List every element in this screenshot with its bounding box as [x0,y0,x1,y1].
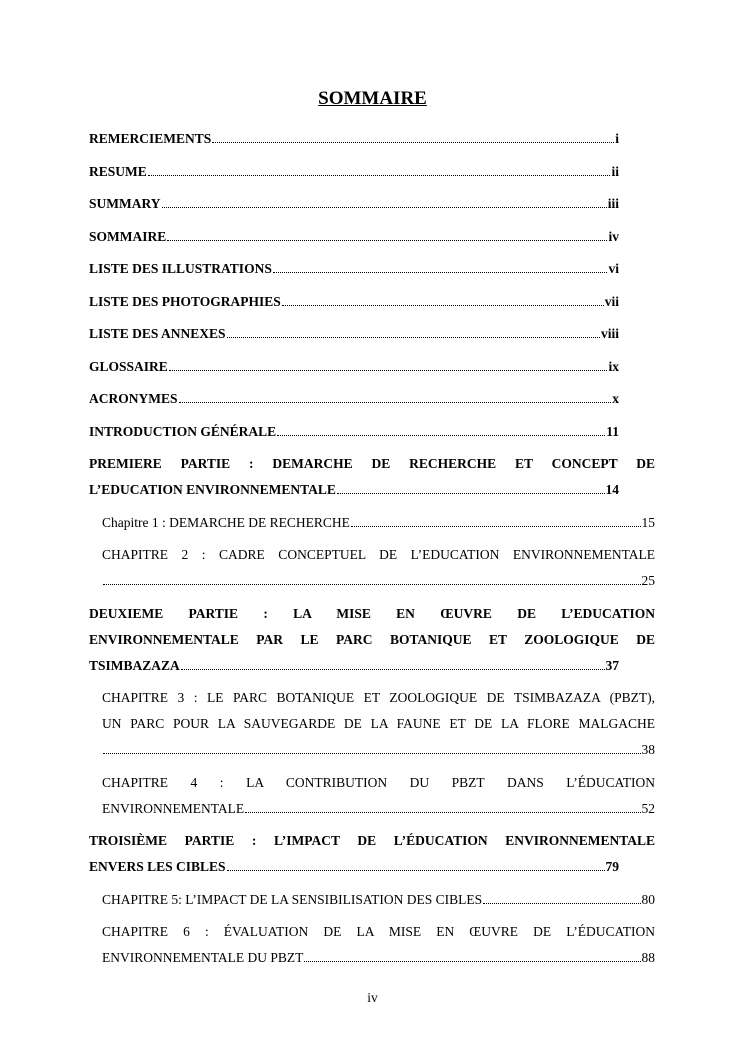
toc-entry-label: REMERCIEMENTS [89,131,212,146]
toc-entry-label: INTRODUCTION GÉNÉRALE [89,423,277,439]
dot-leader [162,194,607,208]
toc-page-number: 79 [605,859,619,874]
toc-page-number: 88 [641,950,655,965]
toc-entry-chapitre-3[interactable] [102,685,655,763]
toc-entry-label-line: ENVIRONNEMENTALE PAR LE PARC BOTANIQUE ET ZOOLOGIQUE DE [89,631,655,647]
toc-entry-label-line: ENVIRONNEMENTALE DU PBZT [102,950,304,965]
toc-page-number: 15 [641,514,655,530]
toc-page-number: x [612,391,619,406]
dot-leader [351,513,641,527]
dot-leader [227,324,600,338]
toc-entry-label: LISTE DES PHOTOGRAPHIES [89,293,281,309]
toc-page-number: 14 [605,482,619,497]
toc-page-number: ii [611,163,619,179]
toc-entry-chapitre-1[interactable] [102,510,655,536]
dot-leader [179,389,612,403]
toc-entry-label-line: ENVERS LES CIBLES [89,859,226,874]
toc-page-number: ix [608,358,619,374]
dot-leader [337,480,605,494]
dot-leader [103,740,641,754]
toc-entry-label-line: PREMIERE PARTIE : DEMARCHE DE RECHERCHE ET CONCEPT DE [89,456,655,471]
toc-entry-label: CHAPITRE 5: L’IMPACT DE LA SENSIBILISATION DES CIBLES [102,891,483,907]
toc-entry-label: ACRONYMES [89,391,178,406]
toc-page-number: i [615,131,619,146]
toc-entry-illustrations[interactable] [89,256,619,282]
toc-entry-label: LISTE DES ANNEXES [89,326,226,341]
toc-entry-partie-3[interactable] [89,828,655,880]
toc-page-number: iv [608,228,619,244]
toc-entry-label-line: CHAPITRE 2 : CADRE CONCEPTUEL DE L’EDUCATION ENVIRONNEMENTALE [102,547,655,562]
toc-entry-label-line: UN PARC POUR LA SAUVEGARDE DE LA FAUNE ET DE LA FLORE MALGACHE [102,716,655,731]
toc-page-number: viii [600,326,619,341]
toc-page-number: 52 [641,800,655,816]
dot-leader [181,656,605,670]
dot-leader [273,259,608,273]
toc-page-number: iii [607,196,619,211]
page-title: SOMMAIRE [318,88,427,109]
toc-entry-label: GLOSSAIRE [89,358,168,374]
toc-entry-label-line: ENVIRONNEMENTALE [102,800,245,816]
toc-entry-label-line: DEUXIEME PARTIE : LA MISE EN ŒUVRE DE L’EDUCATION [89,605,655,621]
toc-entry-chapitre-4[interactable] [102,770,655,822]
toc-entry-partie-2[interactable] [89,601,655,679]
toc-entry-label: RESUME [89,163,147,179]
toc-entry-partie-1[interactable] [89,451,655,503]
table-of-contents [89,126,655,978]
toc-entry-label: SOMMAIRE [89,228,167,244]
toc-entry-label: SUMMARY [89,196,161,211]
toc-entry-label-line: TSIMBAZAZA [89,657,180,673]
toc-entry-introduction[interactable] [89,419,619,445]
toc-entry-chapitre-2[interactable] [102,542,655,594]
toc-entry-label-line: L’EDUCATION ENVIRONNEMENTALE [89,482,336,497]
toc-page-number: 37 [605,657,619,673]
toc-page-number: 38 [641,742,655,757]
toc-entry-label: Chapitre 1 : DEMARCHE DE RECHERCHE [102,514,350,530]
toc-entry-remerciements[interactable] [89,126,619,152]
toc-page-number: 80 [641,891,655,907]
toc-entry-acronymes[interactable] [89,386,619,412]
toc-entry-label-line: CHAPITRE 6 : ÉVALUATION DE LA MISE EN ŒUVRE DE L’ÉDUCATION [102,924,655,939]
toc-entry-label-line: CHAPITRE 3 : LE PARC BOTANIQUE ET ZOOLOGIQUE DE TSIMBAZAZA (PBZT), [102,690,655,705]
dot-leader [212,129,614,143]
page-number-footer: iv [367,990,378,1005]
toc-entry-resume[interactable] [89,159,619,185]
dot-leader [245,799,640,813]
toc-entry-label-line: CHAPITRE 4 : LA CONTRIBUTION DU PBZT DANS L’ÉDUCATION [102,774,655,790]
dot-leader [148,162,611,176]
toc-entry-summary[interactable] [89,191,619,217]
dot-leader [169,357,608,371]
toc-entry-chapitre-6[interactable] [102,919,655,971]
toc-page-number: vii [604,293,619,309]
toc-page-number: vi [608,261,619,276]
toc-page-number: 11 [606,423,619,439]
dot-leader [282,292,604,306]
dot-leader [103,571,641,585]
toc-entry-label-line: TROISIÈME PARTIE : L’IMPACT DE L’ÉDUCATION ENVIRONNEMENTALE [89,833,655,848]
toc-entry-label: LISTE DES ILLUSTRATIONS [89,261,272,276]
dot-leader [167,227,607,241]
toc-entry-sommaire[interactable] [89,224,619,250]
toc-entry-glossaire[interactable] [89,354,619,380]
dot-leader [277,422,605,436]
toc-page-number: 25 [641,573,655,588]
dot-leader [483,890,640,904]
dot-leader [304,948,640,962]
toc-entry-annexes[interactable] [89,321,619,347]
toc-entry-chapitre-5[interactable] [102,887,655,913]
toc-entry-photographies[interactable] [89,289,619,315]
dot-leader [227,857,605,871]
